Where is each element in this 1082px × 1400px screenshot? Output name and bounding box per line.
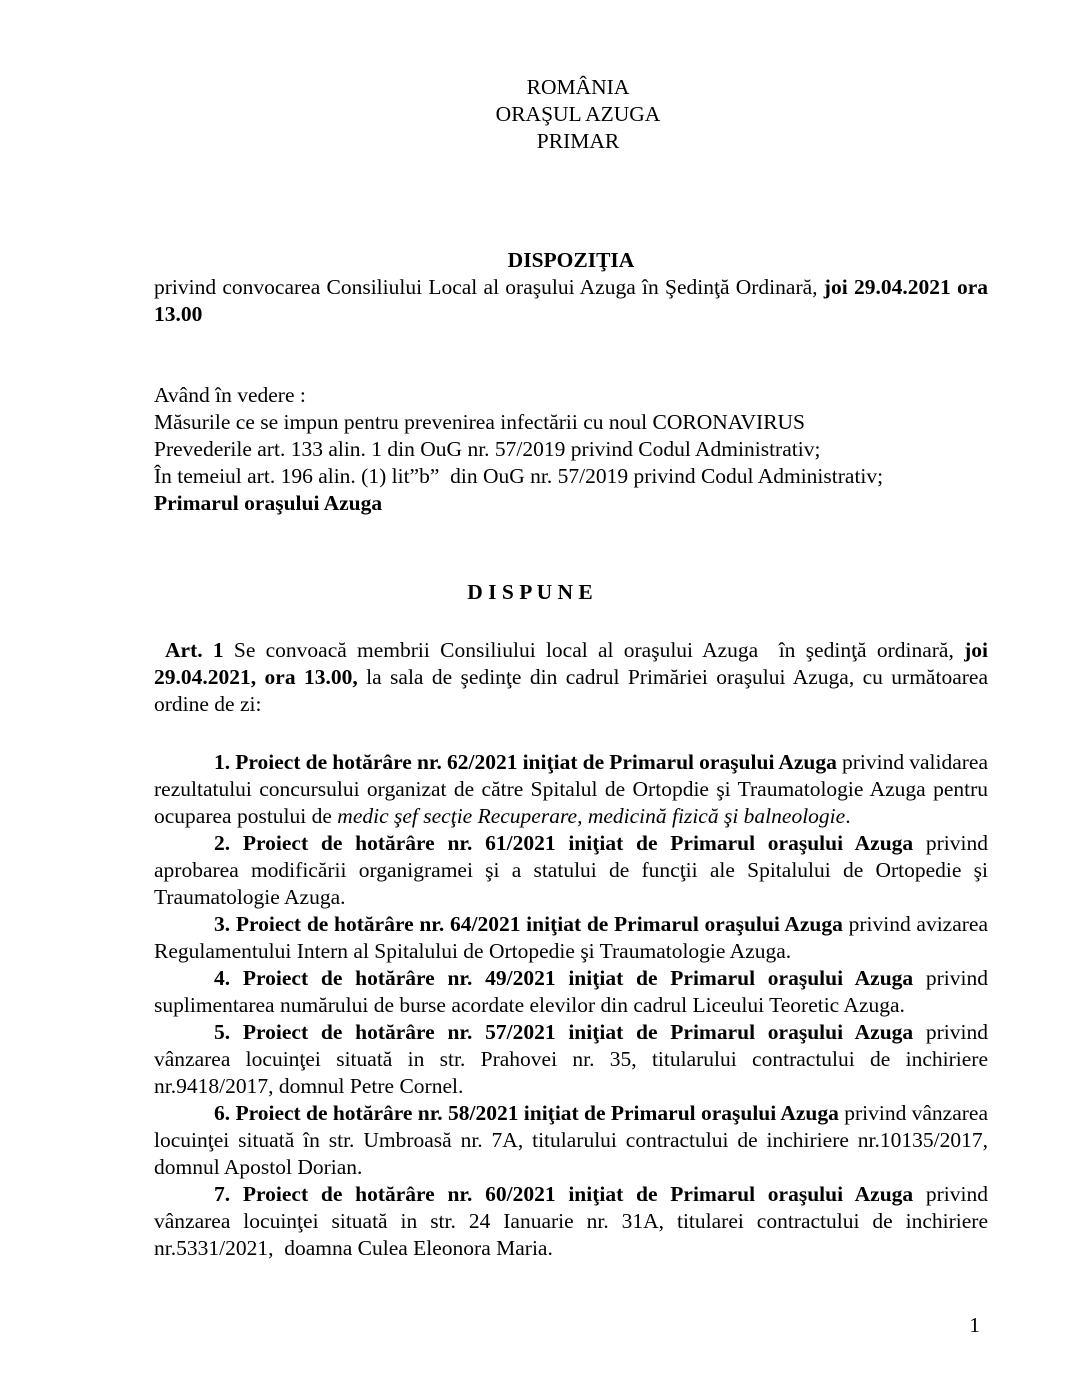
text-segment: locuinţei situată în str. Umbroasă nr. 7A, titularului contractului de inchiriere nr.10135/2017, bbox=[154, 1128, 988, 1152]
agenda-item-5-line-2 bbox=[154, 1046, 988, 1073]
text-segment: ordine de zi: bbox=[154, 692, 262, 716]
text-segment: În temeiul art. 196 alin. (1) lit”b” din OuG nr. 57/2019 privind Codul Administrativ; bbox=[154, 464, 884, 488]
text-segment: vânzarea locuinţei situată in str. Prahovei nr. 35, titularului contractului de inchiriere bbox=[154, 1047, 988, 1071]
text-segment: aprobarea modificării organigramei şi a statului de funcţii ale Spitalului de Ortopedie şi bbox=[154, 858, 988, 882]
text-segment: Având în vedere : bbox=[154, 383, 306, 407]
text-segment: privind vânzarea bbox=[838, 1101, 989, 1125]
agenda-item-2-line-3 bbox=[154, 884, 988, 911]
text-segment: 1. Proiect de hotărâre nr. 62/2021 iniţiat de Primarul oraşului Azuga bbox=[214, 750, 837, 774]
text-segment: nr.9418/2017, domnul Petre Cornel. bbox=[154, 1074, 464, 1098]
agenda-item-3-line-1 bbox=[154, 911, 988, 938]
text-segment: DISPOZIŢIA bbox=[507, 248, 635, 272]
text-segment: Regulamentului Intern al Spitalului de Ortopedie şi Traumatologie Azuga. bbox=[154, 939, 792, 963]
text-segment: Se convoacă membrii Consiliului local al oraşului Azuga în şedinţă ordinară, bbox=[223, 638, 965, 662]
text-segment: ROMÂNIA bbox=[526, 75, 630, 99]
text-segment: 2. Proiect de hotărâre nr. 61/2021 iniţiat de Primarul oraşului Azuga bbox=[214, 831, 914, 855]
text-segment: joi 29.04.2021 ora bbox=[823, 275, 988, 299]
header-line-country bbox=[161, 74, 995, 101]
agenda-item-6-line-3 bbox=[154, 1154, 988, 1181]
text-segment: rezultatului concursului organizat de către Spitalul de Ortopdie şi Traumatologie Azuga pentru bbox=[154, 777, 988, 801]
text-segment: Traumatologie Azuga. bbox=[154, 885, 346, 909]
agenda-item-4-line-1 bbox=[154, 965, 988, 992]
dispune-heading bbox=[113, 579, 947, 606]
document-content bbox=[154, 74, 988, 1262]
agenda-item-5-line-3 bbox=[154, 1073, 988, 1100]
text-segment: privind bbox=[913, 831, 989, 855]
agenda-item-6-line-2 bbox=[154, 1127, 988, 1154]
art1-line-3 bbox=[154, 691, 988, 718]
doc-title bbox=[154, 247, 988, 274]
text-segment: 13.00 bbox=[154, 302, 203, 326]
agenda-item-7-line-3 bbox=[154, 1235, 988, 1262]
doc-subtitle-line-2 bbox=[154, 301, 988, 328]
text-segment: . bbox=[845, 804, 851, 828]
art1-line-1 bbox=[154, 637, 988, 664]
header-line-office bbox=[161, 128, 995, 155]
preamble-provisions bbox=[154, 436, 988, 463]
text-segment: privind avizarea bbox=[842, 912, 989, 936]
text-segment: domnul Apostol Dorian. bbox=[154, 1155, 363, 1179]
text-segment: 5. Proiect de hotărâre nr. 57/2021 iniţiat de Primarul oraşului Azuga bbox=[214, 1020, 914, 1044]
text-segment: privind bbox=[913, 966, 989, 990]
text-segment: privind validarea bbox=[836, 750, 988, 774]
agenda-item-4-line-2 bbox=[154, 992, 988, 1019]
text-segment: 29.04.2021, ora 13.00, bbox=[154, 665, 358, 689]
text-segment: ocuparea postului de bbox=[154, 804, 338, 828]
agenda-item-1-line-2 bbox=[154, 776, 988, 803]
preamble-issuer bbox=[154, 490, 988, 517]
agenda-item-1-line-1 bbox=[154, 749, 988, 776]
agenda-item-7-line-1 bbox=[154, 1181, 988, 1208]
text-segment: privind convocarea Consiliului Local al oraşului Azuga în Şedinţă Ordinară, bbox=[154, 275, 824, 299]
doc-subtitle-line-1 bbox=[154, 274, 988, 301]
text-segment: 6. Proiect de hotărâre nr. 58/2021 iniţiat de Primarul oraşului Azuga bbox=[214, 1101, 839, 1125]
text-segment: privind bbox=[913, 1020, 989, 1044]
preamble-measures bbox=[154, 409, 988, 436]
agenda-item-2-line-1 bbox=[154, 830, 988, 857]
text-segment: Art. 1 bbox=[165, 638, 224, 662]
agenda-item-5-line-1 bbox=[154, 1019, 988, 1046]
text-segment: PRIMAR bbox=[536, 129, 620, 153]
text-segment: suplimentarea numărului de burse acordate elevilor din cadrul Liceului Teoretic Azuga. bbox=[154, 993, 905, 1017]
text-segment: medic şef secţie Recuperare, medicină fizică şi balneologie bbox=[337, 804, 846, 828]
text-segment: nr.5331/2021, doamna Culea Eleonora Maria. bbox=[154, 1236, 553, 1260]
text-segment: joi bbox=[964, 638, 988, 662]
text-segment: vânzarea locuinţei situată in str. 24 Ianuarie nr. 31A, titularei contractului de inchiriere bbox=[154, 1209, 988, 1233]
agenda-item-6-line-1 bbox=[154, 1100, 988, 1127]
text-segment: privind bbox=[913, 1182, 989, 1206]
header-line-city bbox=[161, 101, 995, 128]
text-segment: Măsurile ce se impun pentru prevenirea infectării cu noul CORONAVIRUS bbox=[154, 410, 806, 434]
agenda-item-7-line-2 bbox=[154, 1208, 988, 1235]
text-segment: la sala de şedinţe din cadrul Primăriei oraşului Azuga, cu următoarea bbox=[357, 665, 988, 689]
preamble-legal-basis bbox=[154, 463, 988, 490]
agenda-item-3-line-2 bbox=[154, 938, 988, 965]
art1-line-2 bbox=[154, 664, 988, 691]
text-segment: Primarul oraşului Azuga bbox=[154, 491, 383, 515]
agenda-item-1-line-3 bbox=[154, 803, 988, 830]
text-segment: ORAŞUL AZUGA bbox=[495, 102, 661, 126]
agenda-item-2-line-2 bbox=[154, 857, 988, 884]
text-segment: 7. Proiect de hotărâre nr. 60/2021 iniţiat de Primarul oraşului Azuga bbox=[214, 1182, 914, 1206]
page-number: 1 bbox=[969, 1313, 980, 1337]
preamble-intro bbox=[154, 382, 988, 409]
text-segment: D I S P U N E bbox=[467, 580, 593, 604]
text-segment: 3. Proiect de hotărâre nr. 64/2021 iniţiat de Primarul oraşului Azuga bbox=[214, 912, 843, 936]
text-segment: 4. Proiect de hotărâre nr. 49/2021 iniţiat de Primarul oraşului Azuga bbox=[214, 966, 914, 990]
text-segment: Prevederile art. 133 alin. 1 din OuG nr. 57/2019 privind Codul Administrativ; bbox=[154, 437, 821, 461]
